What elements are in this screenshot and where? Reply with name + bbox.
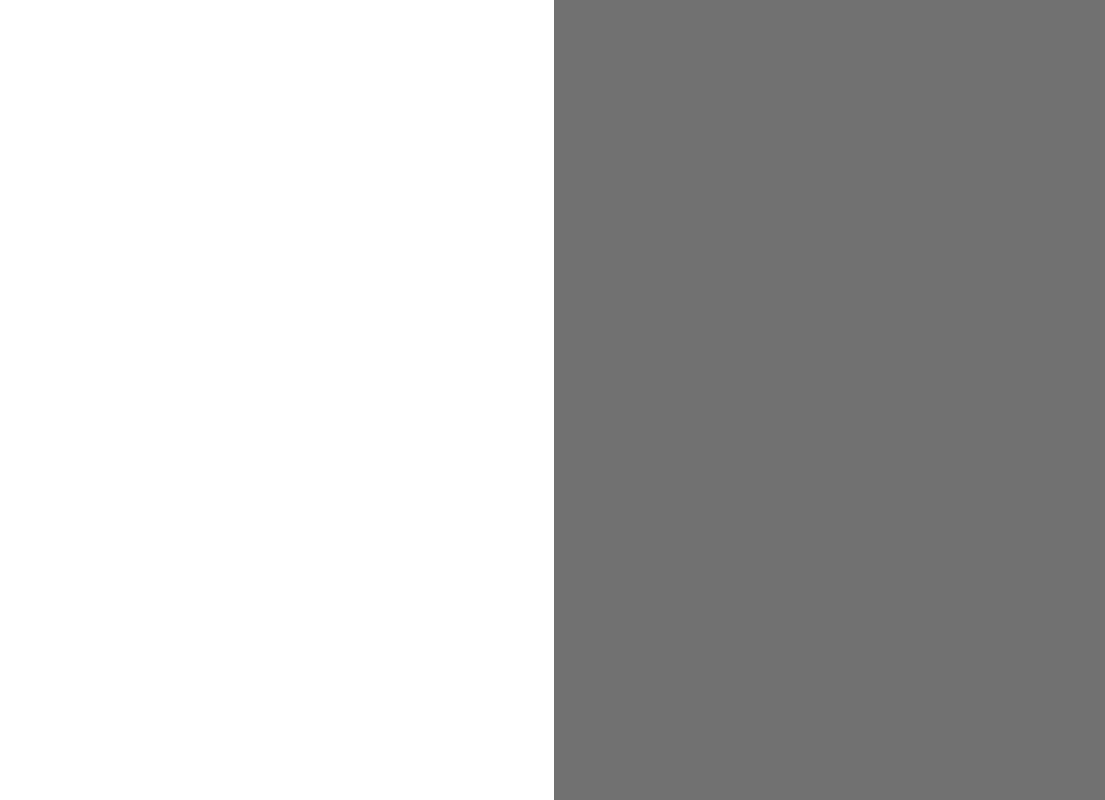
organisation-diagrams bbox=[554, 0, 1105, 800]
paragraph-concept bbox=[134, 175, 464, 240]
body-text bbox=[134, 110, 464, 304]
right-page bbox=[554, 0, 1105, 800]
paragraph-ainsi bbox=[134, 255, 464, 287]
paragraph-forum bbox=[134, 110, 464, 159]
